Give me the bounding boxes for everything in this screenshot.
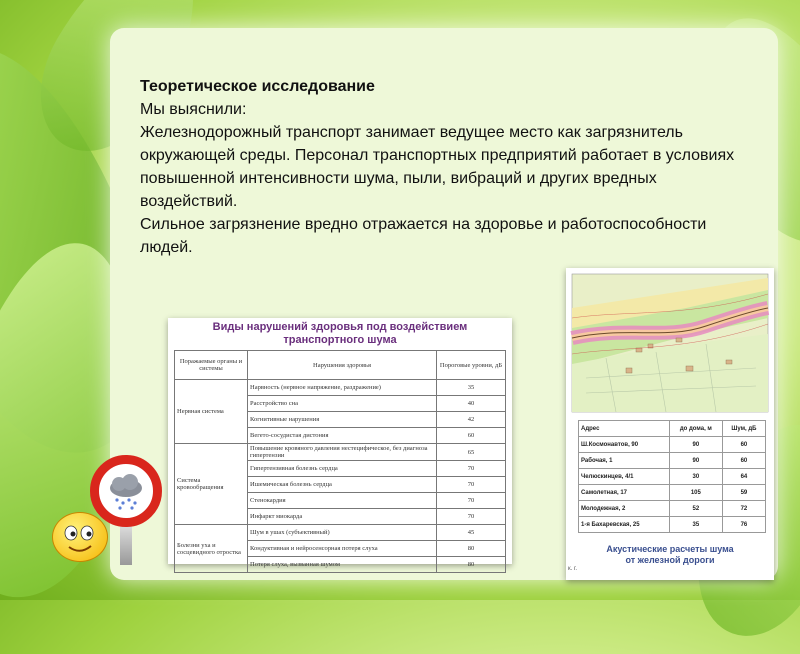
level-cell: 70 xyxy=(437,493,506,509)
address-cell: Рабочая, 1 xyxy=(579,453,670,469)
column-header: Шум, дБ xyxy=(722,421,765,437)
table-row xyxy=(579,437,766,453)
disorder-cell: Гипертензивная болезнь сердца xyxy=(248,461,437,477)
system-cell: Нервная система xyxy=(175,380,248,444)
caption-line: от железной дороги xyxy=(625,555,715,565)
level-cell: 70 xyxy=(437,477,506,493)
health-table xyxy=(174,350,506,573)
level-cell: 60 xyxy=(437,428,506,444)
column-header: до дома, м xyxy=(669,421,722,437)
distance-cell: 52 xyxy=(669,501,722,517)
level-cell: 70 xyxy=(437,509,506,525)
table-header-row xyxy=(175,351,506,380)
disorder-cell: Инфаркт миокарда xyxy=(248,509,437,525)
railway-map-image xyxy=(566,268,774,416)
level-cell: 40 xyxy=(437,396,506,412)
disorder-cell: Кондуктивная и нейросенсорная потеря слуха xyxy=(248,541,437,557)
distance-cell: 90 xyxy=(669,437,722,453)
distance-cell: 35 xyxy=(669,517,722,533)
noise-cell: 60 xyxy=(722,437,765,453)
noise-cell: 76 xyxy=(722,517,765,533)
disorder-cell: Нарвность (нервное напряжение, раздражение) xyxy=(248,380,437,396)
noise-cell: 60 xyxy=(722,453,765,469)
column-header: Нарушения здоровья xyxy=(248,351,437,380)
noise-cell: 59 xyxy=(722,485,765,501)
paragraph-1: Железнодорожный транспорт занимает ведущее место как загрязнитель окружающей среды. Персонал транспортных предприятий работает в условиях повышенной интенсивности шума, пыли, вибраций и других вредных воздействий. xyxy=(140,124,735,210)
level-cell: 80 xyxy=(437,541,506,557)
disorder-cell: Вегето-сосудистая дистония xyxy=(248,428,437,444)
table-row xyxy=(175,444,506,461)
level-cell: 70 xyxy=(437,461,506,477)
corner-mark: к. г. xyxy=(568,566,578,572)
slide-text xyxy=(140,75,740,259)
table-row xyxy=(175,525,506,541)
disorder-cell: Ишемическая болезнь сердца xyxy=(248,477,437,493)
level-cell: 65 xyxy=(437,444,506,461)
disorder-cell: Стенокардия xyxy=(248,493,437,509)
table-row xyxy=(579,469,766,485)
column-header: Адрес xyxy=(579,421,670,437)
column-header: Поражаемые органы и системы xyxy=(175,351,248,380)
disorder-cell: Когнитивные нарушения xyxy=(248,412,437,428)
table-row xyxy=(579,453,766,469)
noise-cell: 64 xyxy=(722,469,765,485)
smiley-face xyxy=(53,513,107,561)
distance-cell: 105 xyxy=(669,485,722,501)
system-cell: Система кровообращения xyxy=(175,444,248,525)
table-row xyxy=(579,517,766,533)
table-header-row xyxy=(579,421,766,437)
address-cell: Молодежная, 2 xyxy=(579,501,670,517)
disorder-cell: Повышение кровяного давления нестецифическое, без диагноза гипертензии xyxy=(248,444,437,461)
column-header: Пороговые уровни, дБ xyxy=(437,351,506,380)
address-cell: 1-я Бахаревская, 25 xyxy=(579,517,670,533)
noise-map-caption xyxy=(566,544,774,566)
slide-title: Теоретическое исследование xyxy=(140,78,375,95)
distance-cell: 90 xyxy=(669,453,722,469)
address-cell: Самолетная, 17 xyxy=(579,485,670,501)
cloud-icon xyxy=(99,464,153,518)
table-row xyxy=(579,501,766,517)
noise-cell: 72 xyxy=(722,501,765,517)
health-table-title-line: Виды нарушений здоровья под воздействием xyxy=(212,321,468,333)
noise-table xyxy=(578,420,766,533)
distance-cell: 30 xyxy=(669,469,722,485)
noise-map-card xyxy=(566,268,774,580)
disorder-cell: Шум в ушах (субъективный) xyxy=(248,525,437,541)
level-cell: 45 xyxy=(437,525,506,541)
health-table-title xyxy=(168,321,512,347)
address-cell: Челюскинцев, 4/1 xyxy=(579,469,670,485)
table-row xyxy=(175,380,506,396)
sign-pole xyxy=(120,525,132,565)
level-cell: 42 xyxy=(437,412,506,428)
health-table-title-line: транспортного шума xyxy=(283,334,397,346)
smiley-icon xyxy=(52,512,108,562)
disorder-cell: Расстройство сна xyxy=(248,396,437,412)
disorder-cell: Потеря слуха, вызванная шумом xyxy=(248,557,437,573)
level-cell: 35 xyxy=(437,380,506,396)
health-table-card xyxy=(168,318,512,568)
paragraph-2: Сильное загрязнение вредно отражается на здоровье и работоспособности людей. xyxy=(140,216,707,256)
level-cell: 80 xyxy=(437,557,506,573)
system-cell: Болезни уха и сосцевидного отростка xyxy=(175,525,248,573)
address-cell: Ш.Космонавтов, 90 xyxy=(579,437,670,453)
table-row xyxy=(579,485,766,501)
caption-line: Акустические расчеты шума xyxy=(606,544,734,554)
intro-line: Мы выяснили: xyxy=(140,101,247,118)
